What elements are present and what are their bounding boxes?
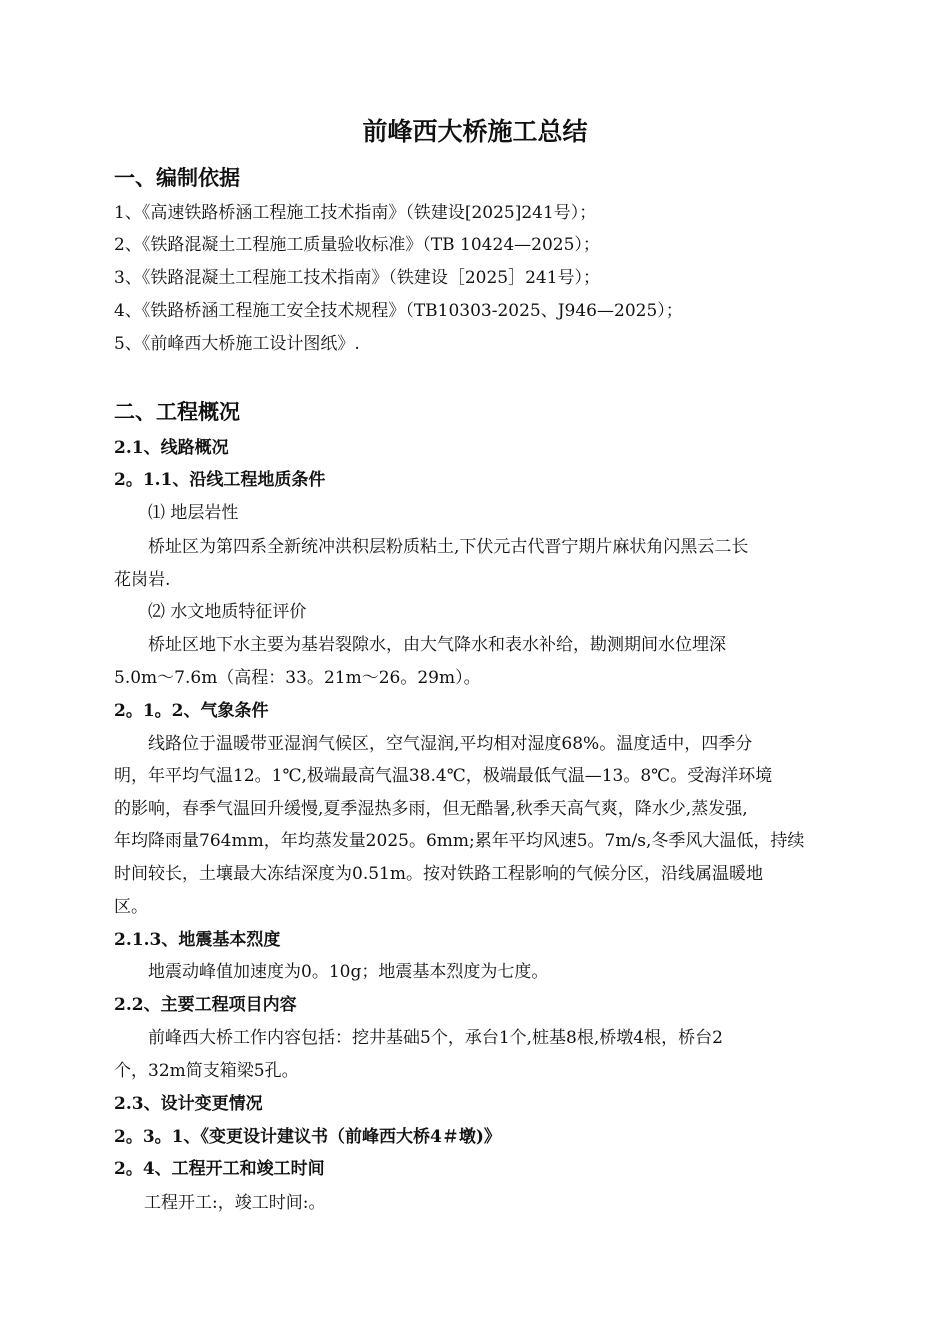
- subsection-heading-route: 2.1、线路概况: [114, 438, 229, 458]
- climate-text-line-2: 明，年平均气温12。1℃,极端最高气温38.4℃，极端最低气温—13。8℃。受海洋环境: [114, 766, 773, 786]
- geology-text-line-2: 花岗岩.: [114, 570, 171, 590]
- works-text-line-2: 个，32m简支箱梁5孔。: [114, 1061, 299, 1081]
- basis-item-3: 3、《铁路混凝土工程施工技术指南》（铁建设［2025］241号）；: [114, 268, 601, 288]
- subsection-heading-design-change: 2.3、设计变更情况: [114, 1094, 263, 1114]
- basis-item-1: 1、《高速铁路桥涵工程施工技术指南》（铁建设[2025]241号）；: [114, 203, 597, 223]
- basis-item-4: 4、《铁路桥涵工程施工安全技术规程》（TB10303-2025、J946—2025）；: [114, 301, 683, 321]
- geology-text-line-1: 桥址区为第四系全新统冲洪积层粉质粘土,下伏元古代晋宁期片麻状角闪黑云二长: [148, 537, 749, 557]
- climate-text-line-5: 时间较长，土壤最大冻结深度为0.51m。按对铁路工程影响的气候分区，沿线属温暖地: [114, 864, 763, 884]
- seismic-text: 地震动峰值加速度为0。10g；地震基本烈度为七度。: [148, 962, 549, 982]
- subsection-heading-change-proposal: 2。3。1、《变更设计建议书（前峰西大桥4＃墩)》: [114, 1127, 501, 1147]
- subsection-heading-works: 2.2、主要工程项目内容: [114, 995, 297, 1015]
- hydro-text-line-2: 5.0m～7.6m（高程：33。21m～26。29m）。: [114, 668, 481, 688]
- schedule-text: 工程开工:，竣工时间:。: [144, 1193, 326, 1213]
- subsection-heading-geology: 2。1.1、沿线工程地质条件: [114, 470, 326, 490]
- climate-text-line-1: 线路位于温暖带亚湿润气候区，空气湿润,平均相对湿度68%。温度适中，四季分: [148, 734, 753, 754]
- section-heading-basis: 一、编制依据: [114, 165, 240, 190]
- subsection-heading-climate: 2。1。2、气象条件: [114, 701, 269, 721]
- section-heading-overview: 二、工程概况: [114, 399, 240, 424]
- climate-text-line-3: 的影响，春季气温回升缓慢,夏季湿热多雨，但无酷暑,秋季天高气爽，降水少,蒸发强,: [114, 799, 748, 819]
- page-title: 前峰西大桥施工总结: [362, 117, 588, 146]
- works-text-line-1: 前峰西大桥工作内容包括：挖井基础5个，承台1个,桩基8根,桥墩4根，桥台2: [148, 1028, 723, 1048]
- geology-label-strata: ⑴ 地层岩性: [148, 503, 239, 523]
- subsection-heading-seismic: 2.1.3、地震基本烈度: [114, 930, 281, 950]
- geology-label-hydro: ⑵ 水文地质特征评价: [148, 602, 307, 622]
- climate-text-line-6: 区。: [114, 897, 148, 917]
- climate-text-line-4: 年均降雨量764mm，年均蒸发量2025。6mm;累年平均风速5。7m/s,冬季风大温低，持续: [114, 831, 805, 851]
- hydro-text-line-1: 桥址区地下水主要为基岩裂隙水，由大气降水和表水补给，勘测期间水位埋深: [148, 635, 726, 655]
- basis-item-2: 2、《铁路混凝土工程施工质量验收标准》（TB 10424—2025）；: [114, 235, 600, 255]
- subsection-heading-schedule: 2。4、工程开工和竣工时间: [114, 1159, 325, 1179]
- basis-item-5: 5、《前峰西大桥施工设计图纸》.: [114, 334, 360, 354]
